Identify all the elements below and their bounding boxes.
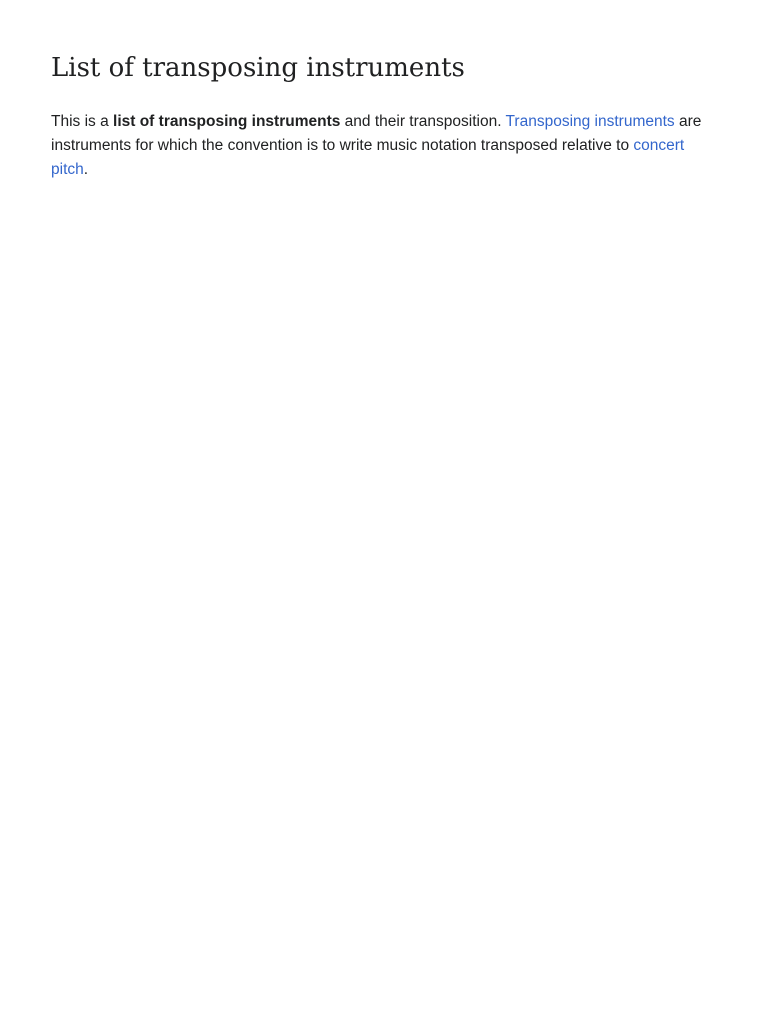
page-title: List of transposing instruments (51, 53, 465, 83)
intro-bold-term: list of transposing instruments (113, 113, 341, 130)
intro-text-3: are instruments for which the convention is to write music notation transposed relative to (51, 113, 702, 154)
intro-paragraph (51, 110, 711, 182)
intro-text-1: This is a (51, 113, 114, 130)
intro-text-4: . (83, 161, 89, 178)
transposing-instruments-link[interactable]: Transposing instruments (505, 113, 675, 130)
intro-text-2: and their transposition. (340, 113, 506, 130)
concert-pitch-link[interactable]: concert pitch (51, 137, 685, 178)
